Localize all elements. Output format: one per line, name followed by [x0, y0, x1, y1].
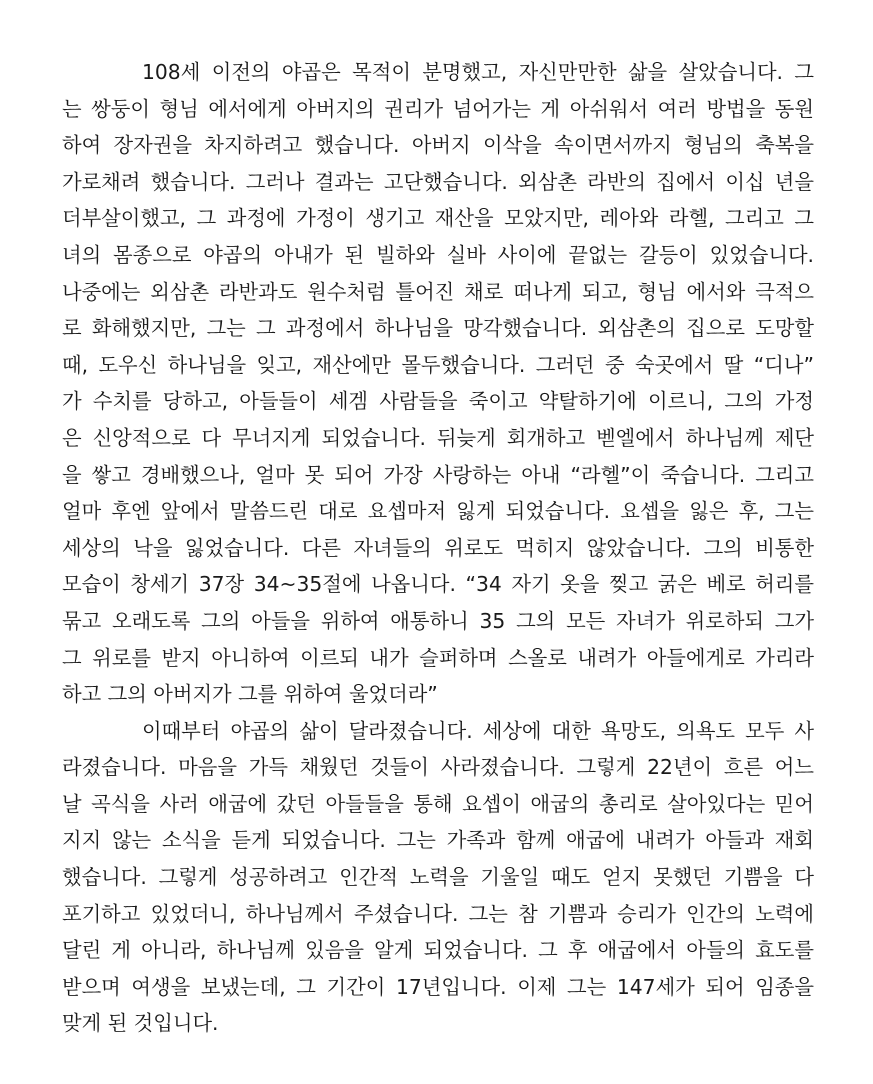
paragraph-1	[62, 54, 814, 713]
paragraph-2	[62, 713, 814, 1042]
text-line: 때, 도우신 하나님을 잊고, 재산에만 몰두했습니다. 그러던 중 숙곳에서 딸 “디나”	[62, 352, 814, 377]
text-line: 했습니다. 그렇게 성공하려고 인간적 노력을 기울일 때도 얻지 못했던 기쁨을 다	[62, 865, 814, 890]
text-line: 더부살이했고, 그 과정에 가정이 생기고 재산을 모았지만, 레아와 라헬, 그리고 그	[62, 206, 814, 231]
text-line: 나중에는 외삼촌 라반과도 원수처럼 틀어진 채로 떠나게 되고, 형님 에서와 극적으	[62, 279, 814, 304]
text-line: 은 신앙적으로 다 무너지게 되었습니다. 뒤늦게 회개하고 벧엘에서 하나님께 제단	[62, 425, 814, 450]
text-line: 받으며 여생을 보냈는데, 그 기간이 17년입니다. 이제 그는 147세가 되어 임종을	[62, 974, 814, 999]
text-line: 달린 게 아니라, 하나님께 있음을 알게 되었습니다. 그 후 애굽에서 아들의 효도를	[62, 938, 814, 963]
text-line: 세상의 낙을 잃었습니다. 다른 자녀들의 위로도 먹히지 않았습니다. 그의 비통한	[62, 535, 814, 560]
document-body	[62, 54, 814, 1042]
text-line: 날 곡식을 사러 애굽에 갔던 아들들을 통해 요셉이 애굽의 총리로 살아있다는 믿어	[62, 791, 814, 816]
text-line: 가 수치를 당하고, 아들들이 세겜 사람들을 죽이고 약탈하기에 이르니, 그의 가정	[62, 389, 814, 414]
text-line: 108세 이전의 야곱은 목적이 분명했고, 자신만만한 삶을 살았습니다. 그	[142, 60, 814, 84]
text-line: 을 쌓고 경배했으나, 얼마 못 되어 가장 사랑하는 아내 “라헬”이 죽습니다. 그리고	[62, 462, 814, 487]
text-line: 모습이 창세기 37장 34~35절에 나옵니다. “34 자기 옷을 찢고 굵은 베로 허리를	[62, 572, 814, 597]
text-line: 포기하고 있었더니, 하나님께서 주셨습니다. 그는 참 기쁨과 승리가 인간의 노력에	[62, 901, 814, 926]
text-line: 묶고 오래도록 그의 아들을 위하여 애통하니 35 그의 모든 자녀가 위로하되 그가	[62, 608, 814, 633]
text-line: 하여 장자권을 차지하려고 했습니다. 아버지 이삭을 속이면서까지 형님의 축복을	[62, 133, 814, 158]
text-line: 맞게 된 것입니다.	[62, 1011, 219, 1036]
text-line: 라졌습니다. 마음을 가득 채웠던 것들이 사라졌습니다. 그렇게 22년이 흐른 어느	[62, 755, 814, 780]
text-line: 는 쌍둥이 형님 에서에게 아버지의 권리가 넘어가는 게 아쉬워서 여러 방법을 동원	[62, 96, 814, 121]
text-line: 얼마 후엔 앞에서 말씀드린 대로 요셉마저 잃게 되었습니다. 요셉을 잃은 후, 그는	[62, 499, 814, 524]
text-line: 가로채려 했습니다. 그러나 결과는 고단했습니다. 외삼촌 라반의 집에서 이십 년을	[62, 169, 814, 194]
text-line: 지지 않는 소식을 듣게 되었습니다. 그는 가족과 함께 애굽에 내려가 아들과 재회	[62, 828, 814, 853]
text-line: 로 화해했지만, 그는 그 과정에서 하나님을 망각했습니다. 외삼촌의 집으로 도망할	[62, 316, 814, 341]
text-line: 그 위로를 받지 아니하여 이르되 내가 슬퍼하며 스올로 내려가 아들에게로 가리라	[62, 645, 814, 670]
text-line: 하고 그의 아버지가 그를 위하여 울었더라”	[62, 682, 438, 707]
text-line: 이때부터 야곱의 삶이 달라졌습니다. 세상에 대한 욕망도, 의욕도 모두 사	[142, 718, 814, 743]
text-line: 녀의 몸종으로 야곱의 아내가 된 빌하와 실바 사이에 끝없는 갈등이 있었습니다.	[62, 242, 814, 267]
